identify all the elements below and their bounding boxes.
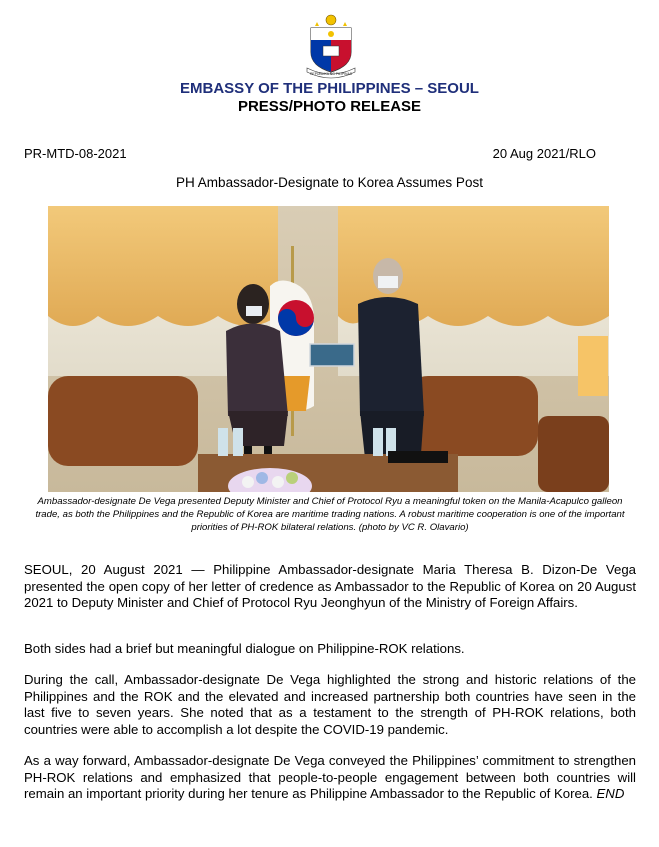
svg-text:REPUBLIKA NG PILIPINAS: REPUBLIKA NG PILIPINAS <box>309 72 353 76</box>
paragraph-4 <box>24 753 636 803</box>
reference-number: PR-MTD-08-2021 <box>24 146 127 161</box>
ceremony-photo <box>48 206 609 492</box>
embassy-name: EMBASSY OF THE PHILIPPINES – SEOUL <box>180 80 479 97</box>
paragraph-3: During the call, Ambassador-designate De Vega highlighted the strong and historic relations of the Philippines and the ROK and the elevated and increased partnership both countries have seen in the last five to seven years. She noted that as a testament to the strength of PH-ROK relations, both countries were able to accomplish a lot despite the COVID-19 pandemic. <box>24 672 636 737</box>
paragraph-2: Both sides had a brief but meaningful dialogue on Philippine-ROK relations. <box>24 641 465 656</box>
paragraph-4-text: As a way forward, Ambassador-designate De Vega conveyed the Philippines’ commitment to strengthen PH-ROK relations and emphasized that people-to-people engagement between both countries will remain an important priority during her tenure as Philippine Ambassador to the Republic of Korea. <box>24 753 636 801</box>
press-headline: PH Ambassador-Designate to Korea Assumes Post <box>176 175 483 190</box>
release-date-code: 20 Aug 2021/RLO <box>492 146 596 161</box>
release-type: PRESS/PHOTO RELEASE <box>237 98 422 115</box>
philippine-seal-logo <box>303 8 359 80</box>
photo-caption: Ambassador-designate De Vega presented Deputy Minister and Chief of Protocol Ryu a meaningful token on the Manila-Acapulco galleon trade, as both the Philippines and the Republic of Korea are maritime trading nations. A robust maritime cooperation is one of the important priorities of PH-ROK bilateral relations. (photo by VC R. Olavario) <box>35 496 625 533</box>
paragraph-1: SEOUL, 20 August 2021 — Philippine Ambassador-designate Maria Theresa B. Dizon-De Vega presented the open copy of her letter of credence as Ambassador to the Republic of Korea on 20 August 2021 to Deputy Minister and Chief of Protocol Ryu Jeonghyun of the Ministry of Foreign Affairs. <box>24 562 636 610</box>
end-marker: END <box>596 786 625 801</box>
